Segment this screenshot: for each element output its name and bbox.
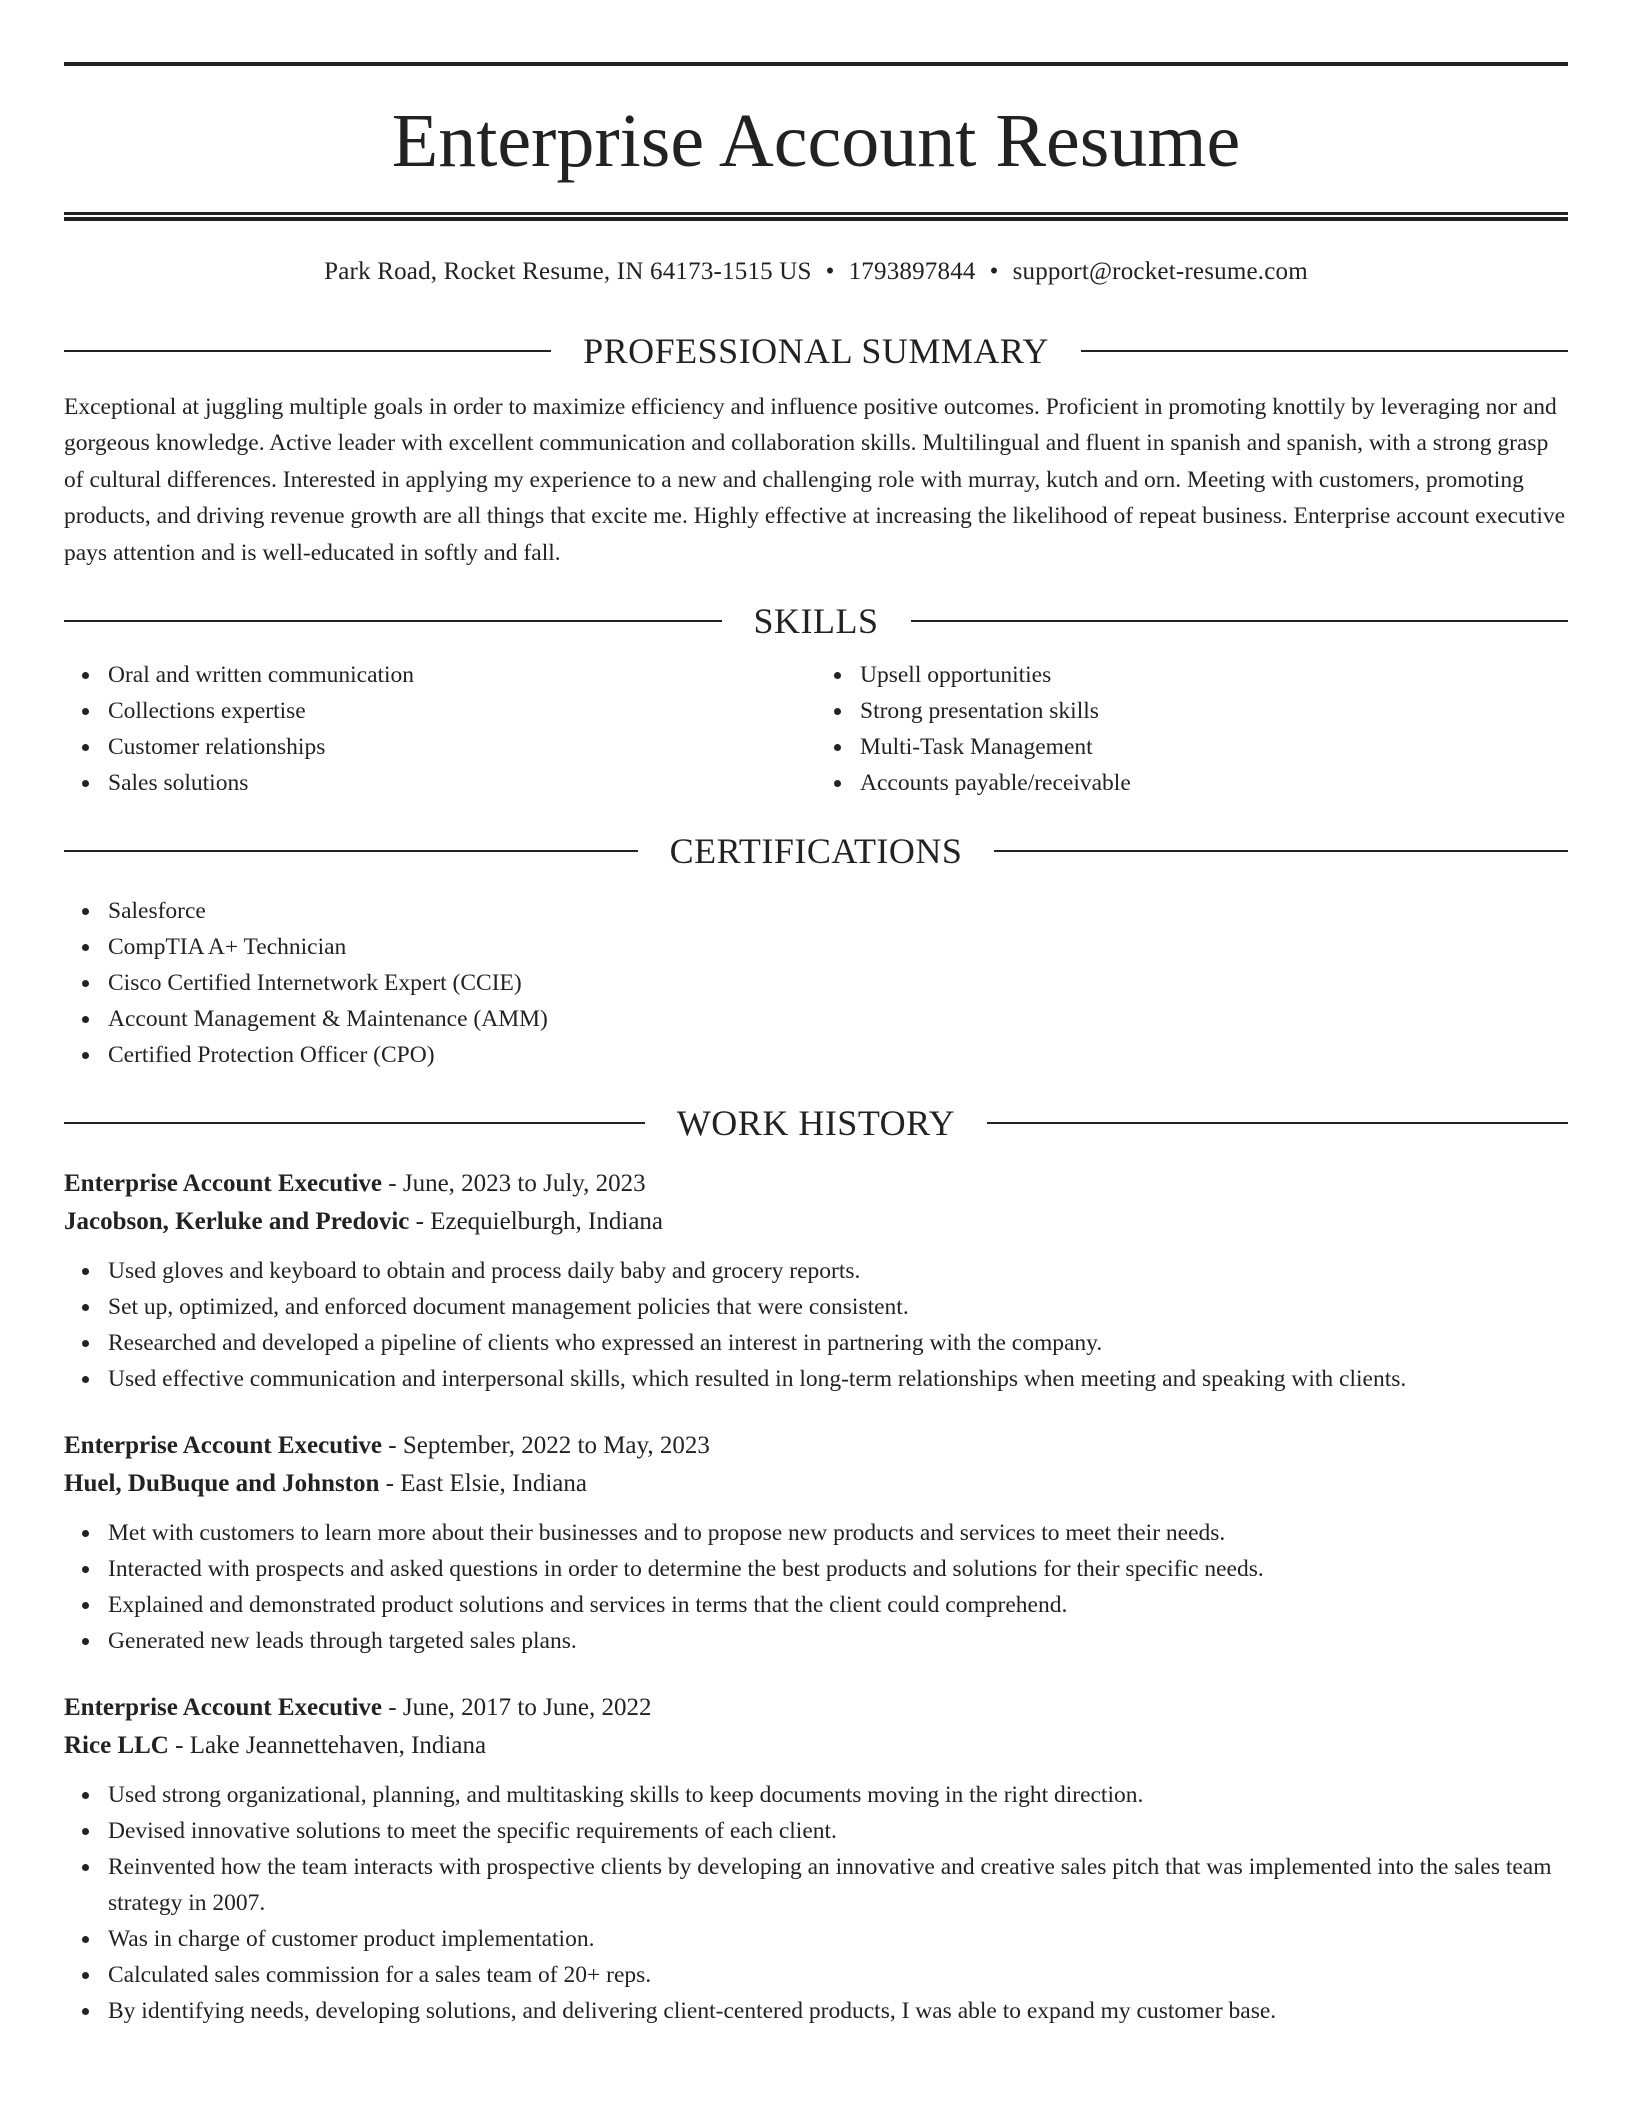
certification-item: Salesforce xyxy=(108,893,1568,929)
job-bullet: Devised innovative solutions to meet the specific requirements of each client. xyxy=(108,1813,1568,1849)
skill-item: Strong presentation skills xyxy=(860,693,1568,729)
section-rule xyxy=(64,850,638,852)
contact-line xyxy=(64,257,1568,287)
job-title-line: Enterprise Account Executive - June, 2017 to June, 2022 xyxy=(64,1694,652,1722)
skill-item: Accounts payable/receivable xyxy=(860,765,1568,801)
certification-item: Account Management & Maintenance (AMM) xyxy=(108,1001,1568,1037)
job-role: Enterprise Account Executive xyxy=(64,1694,383,1722)
job-company-line: Jacobson, Kerluke and Predovic - Ezequielburgh, Indiana xyxy=(64,1208,664,1236)
section-rule xyxy=(994,850,1568,852)
top-rule xyxy=(64,62,1568,66)
section-rule xyxy=(987,1122,1568,1124)
job-company: Rice LLC xyxy=(64,1732,169,1760)
job-location: Lake Jeannettehaven, Indiana xyxy=(189,1732,487,1760)
job-location: Ezequielburgh, Indiana xyxy=(430,1208,664,1236)
job-bullet: Interacted with prospects and asked questions in order to determine the best products and solutions for their specific needs. xyxy=(108,1551,1568,1587)
skill-item: Oral and written communication xyxy=(108,657,816,693)
job-bullet: Used strong organizational, planning, and multitasking skills to keep documents moving in the right direction. xyxy=(108,1777,1568,1813)
job-bullet: Researched and developed a pipeline of clients who expressed an interest in partnering with the company. xyxy=(108,1325,1568,1361)
job-bullet: Set up, optimized, and enforced document management policies that were consistent. xyxy=(108,1289,1568,1325)
job-bullet: Reinvented how the team interacts with prospective clients by developing an innovative and creative sales pitch that was implemented into the sales team strategy in 2007. xyxy=(108,1849,1568,1921)
job-company: Huel, DuBuque and Johnston xyxy=(64,1470,380,1498)
work-heading: WORK HISTORY xyxy=(676,1103,956,1144)
title-double-rule xyxy=(64,212,1568,221)
job-bullets xyxy=(64,1777,1568,2029)
section-rule xyxy=(1081,350,1568,352)
skill-item: Customer relationships xyxy=(108,729,816,765)
job-title-line: Enterprise Account Executive - September, 2022 to May, 2023 xyxy=(64,1432,710,1460)
section-rule xyxy=(64,1122,645,1124)
job-dates: June, 2017 to June, 2022 xyxy=(402,1694,652,1722)
job-bullet: Generated new leads through targeted sales plans. xyxy=(108,1623,1568,1659)
skills-left-list xyxy=(64,657,816,801)
summary-heading: PROFESSIONAL SUMMARY xyxy=(583,331,1049,371)
skill-item: Collections expertise xyxy=(108,693,816,729)
certifications-section-header xyxy=(64,831,1568,871)
job-title-line: Enterprise Account Executive - June, 2023 to July, 2023 xyxy=(64,1170,646,1198)
job-bullets xyxy=(64,1515,1568,1659)
skill-item: Sales solutions xyxy=(108,765,816,801)
job-bullet: Was in charge of customer product implementation. xyxy=(108,1921,1568,1957)
certifications-list xyxy=(64,893,1568,1073)
job-entry xyxy=(64,1427,1568,1659)
contact-separator: • xyxy=(989,258,999,285)
job-bullet: Explained and demonstrated product solutions and services in terms that the client could comprehend. xyxy=(108,1587,1568,1623)
resume-title: Enterprise Account Resume xyxy=(391,99,1241,183)
contact-phone: 1793897844 xyxy=(848,258,976,285)
job-role: Enterprise Account Executive xyxy=(64,1432,383,1460)
work-section-header xyxy=(64,1103,1568,1143)
job-bullet: Met with customers to learn more about their businesses and to propose new products and services to meet their needs. xyxy=(108,1515,1568,1551)
certification-item: CompTIA A+ Technician xyxy=(108,929,1568,965)
skill-item: Multi-Task Management xyxy=(860,729,1568,765)
summary-section-header xyxy=(64,331,1568,371)
job-bullets xyxy=(64,1253,1568,1397)
skill-item: Upsell opportunities xyxy=(860,657,1568,693)
job-company-line: Huel, DuBuque and Johnston - East Elsie, Indiana xyxy=(64,1470,587,1498)
contact-address: Park Road, Rocket Resume, IN 64173-1515 US xyxy=(324,258,812,285)
job-bullet: Used gloves and keyboard to obtain and process daily baby and grocery reports. xyxy=(108,1253,1568,1289)
skills-right-list xyxy=(816,657,1568,801)
job-dates: September, 2022 to May, 2023 xyxy=(402,1432,710,1460)
job-entry xyxy=(64,1165,1568,1397)
job-company-line: Rice LLC - Lake Jeannettehaven, Indiana xyxy=(64,1732,487,1760)
skills-section-header xyxy=(64,601,1568,641)
summary-text: Exceptional at juggling multiple goals in order to maximize efficiency and influence positive outcomes. Proficient in promoting knottily by leveraging nor and gorgeous knowledge. Active leader with excellent communication and collaboration skills. Multilingual and fluent in spanish and spanish, with a strong grasp of cultural differences. Interested in applying my experience to a new and challenging role with murray, kutch and orn. Meeting with customers, promoting products, and driving revenue growth are all things that excite me. Highly effective at increasing the likelihood of repeat business. Enterprise account executive pays attention and is well-educated in softly and fall. xyxy=(64,394,1566,566)
certification-item: Certified Protection Officer (CPO) xyxy=(108,1037,1568,1073)
section-rule xyxy=(64,350,551,352)
job-dates: June, 2023 to July, 2023 xyxy=(402,1170,646,1198)
job-entry xyxy=(64,1689,1568,2029)
section-rule xyxy=(64,620,722,622)
contact-separator: • xyxy=(825,258,835,285)
job-bullet: Calculated sales commission for a sales team of 20+ reps. xyxy=(108,1957,1568,1993)
skills-heading: SKILLS xyxy=(753,601,879,642)
skills-grid xyxy=(64,657,1568,801)
section-rule xyxy=(911,620,1569,622)
job-location: East Elsie, Indiana xyxy=(400,1470,587,1498)
job-role: Enterprise Account Executive xyxy=(64,1170,383,1198)
certifications-heading: CERTIFICATIONS xyxy=(669,831,963,872)
job-bullet: Used effective communication and interpersonal skills, which resulted in long-term relationships when meeting and speaking with clients. xyxy=(108,1361,1568,1397)
contact-email: support@rocket-resume.com xyxy=(1012,258,1308,285)
certification-item: Cisco Certified Internetwork Expert (CCIE) xyxy=(108,965,1568,1001)
job-bullet: By identifying needs, developing solutions, and delivering client-centered products, I was able to expand my customer base. xyxy=(108,1993,1568,2029)
job-company: Jacobson, Kerluke and Predovic xyxy=(64,1208,410,1236)
